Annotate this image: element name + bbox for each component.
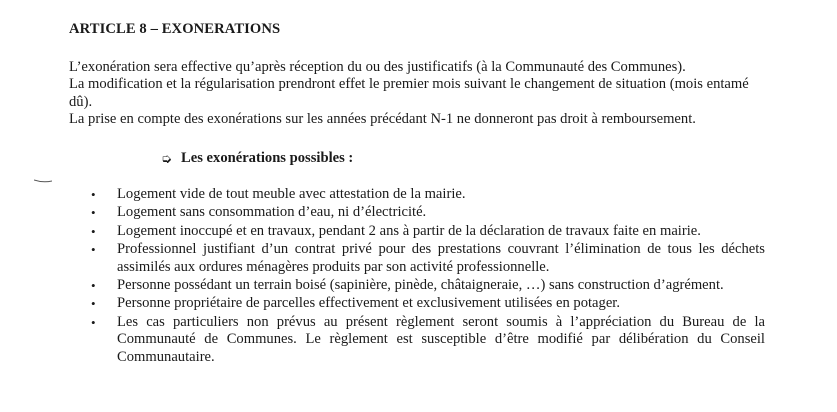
list-item	[89, 204, 765, 221]
article-title: ARTICLE 8 – EXONERATIONS	[69, 21, 281, 37]
section-heading-text: Les exonérations possibles :	[181, 150, 354, 166]
bullet-icon: •	[91, 278, 96, 294]
arrow-icon: ➭	[161, 151, 172, 166]
intro-paragraphs	[69, 59, 769, 129]
bullet-icon: •	[91, 223, 96, 239]
intro-line: L’exonération sera effective qu’après réception du ou des justificatifs (à la Communauté des Communes).	[69, 59, 686, 75]
list-item-text: Logement inoccupé et en travaux, pendant 2 ans à partir de la déclaration de travaux faite en mairie.	[117, 222, 701, 239]
bullet-icon: •	[91, 242, 96, 258]
bullet-icon: •	[91, 187, 96, 202]
list-item-text: Logement sans consommation d’eau, ni d’électricité.	[117, 204, 427, 221]
exoneration-list	[89, 186, 765, 367]
list-item-text: Personne possédant un terrain boisé (sapinière, pinède, châtaigneraie, …) sans construction d’agrément.	[117, 277, 724, 294]
list-item-text: Professionnel justifiant d’un contrat privé pour des prestations couvrant l’élimination de tous les déchets assimilés aux ordures ménagères produits par son activité professionnelle.	[117, 241, 765, 275]
list-item-text: Personne propriétaire de parcelles effectivement et exclusivement utilisées en potager.	[117, 295, 621, 312]
bullet-icon: •	[91, 314, 96, 330]
intro-line: La modification et la régularisation prendront effet le premier mois suivant le changement de situation (mois entamé dû).	[69, 76, 749, 110]
section-heading	[161, 150, 353, 167]
bullet-icon: •	[91, 296, 96, 312]
intro-line: La prise en compte des exonérations sur les années précédant N-1 ne donneront pas droit à remboursement.	[69, 111, 696, 128]
list-item-text: Logement vide de tout meuble avec attestation de la mairie.	[117, 186, 466, 202]
list-item	[89, 277, 765, 294]
list-item	[89, 223, 765, 240]
list-item	[89, 186, 765, 203]
scan-mark	[34, 179, 52, 183]
list-item-text: Les cas particuliers non prévus au présent règlement seront soumis à l’appréciation du Bureau de la Communauté de Communes. Le règlement est susceptible d’être modifié par délibération du Conseil Communautaire.	[117, 313, 765, 365]
bullet-icon: •	[91, 205, 96, 221]
list-item	[89, 295, 765, 312]
list-item	[89, 241, 765, 276]
list-item	[89, 314, 765, 366]
